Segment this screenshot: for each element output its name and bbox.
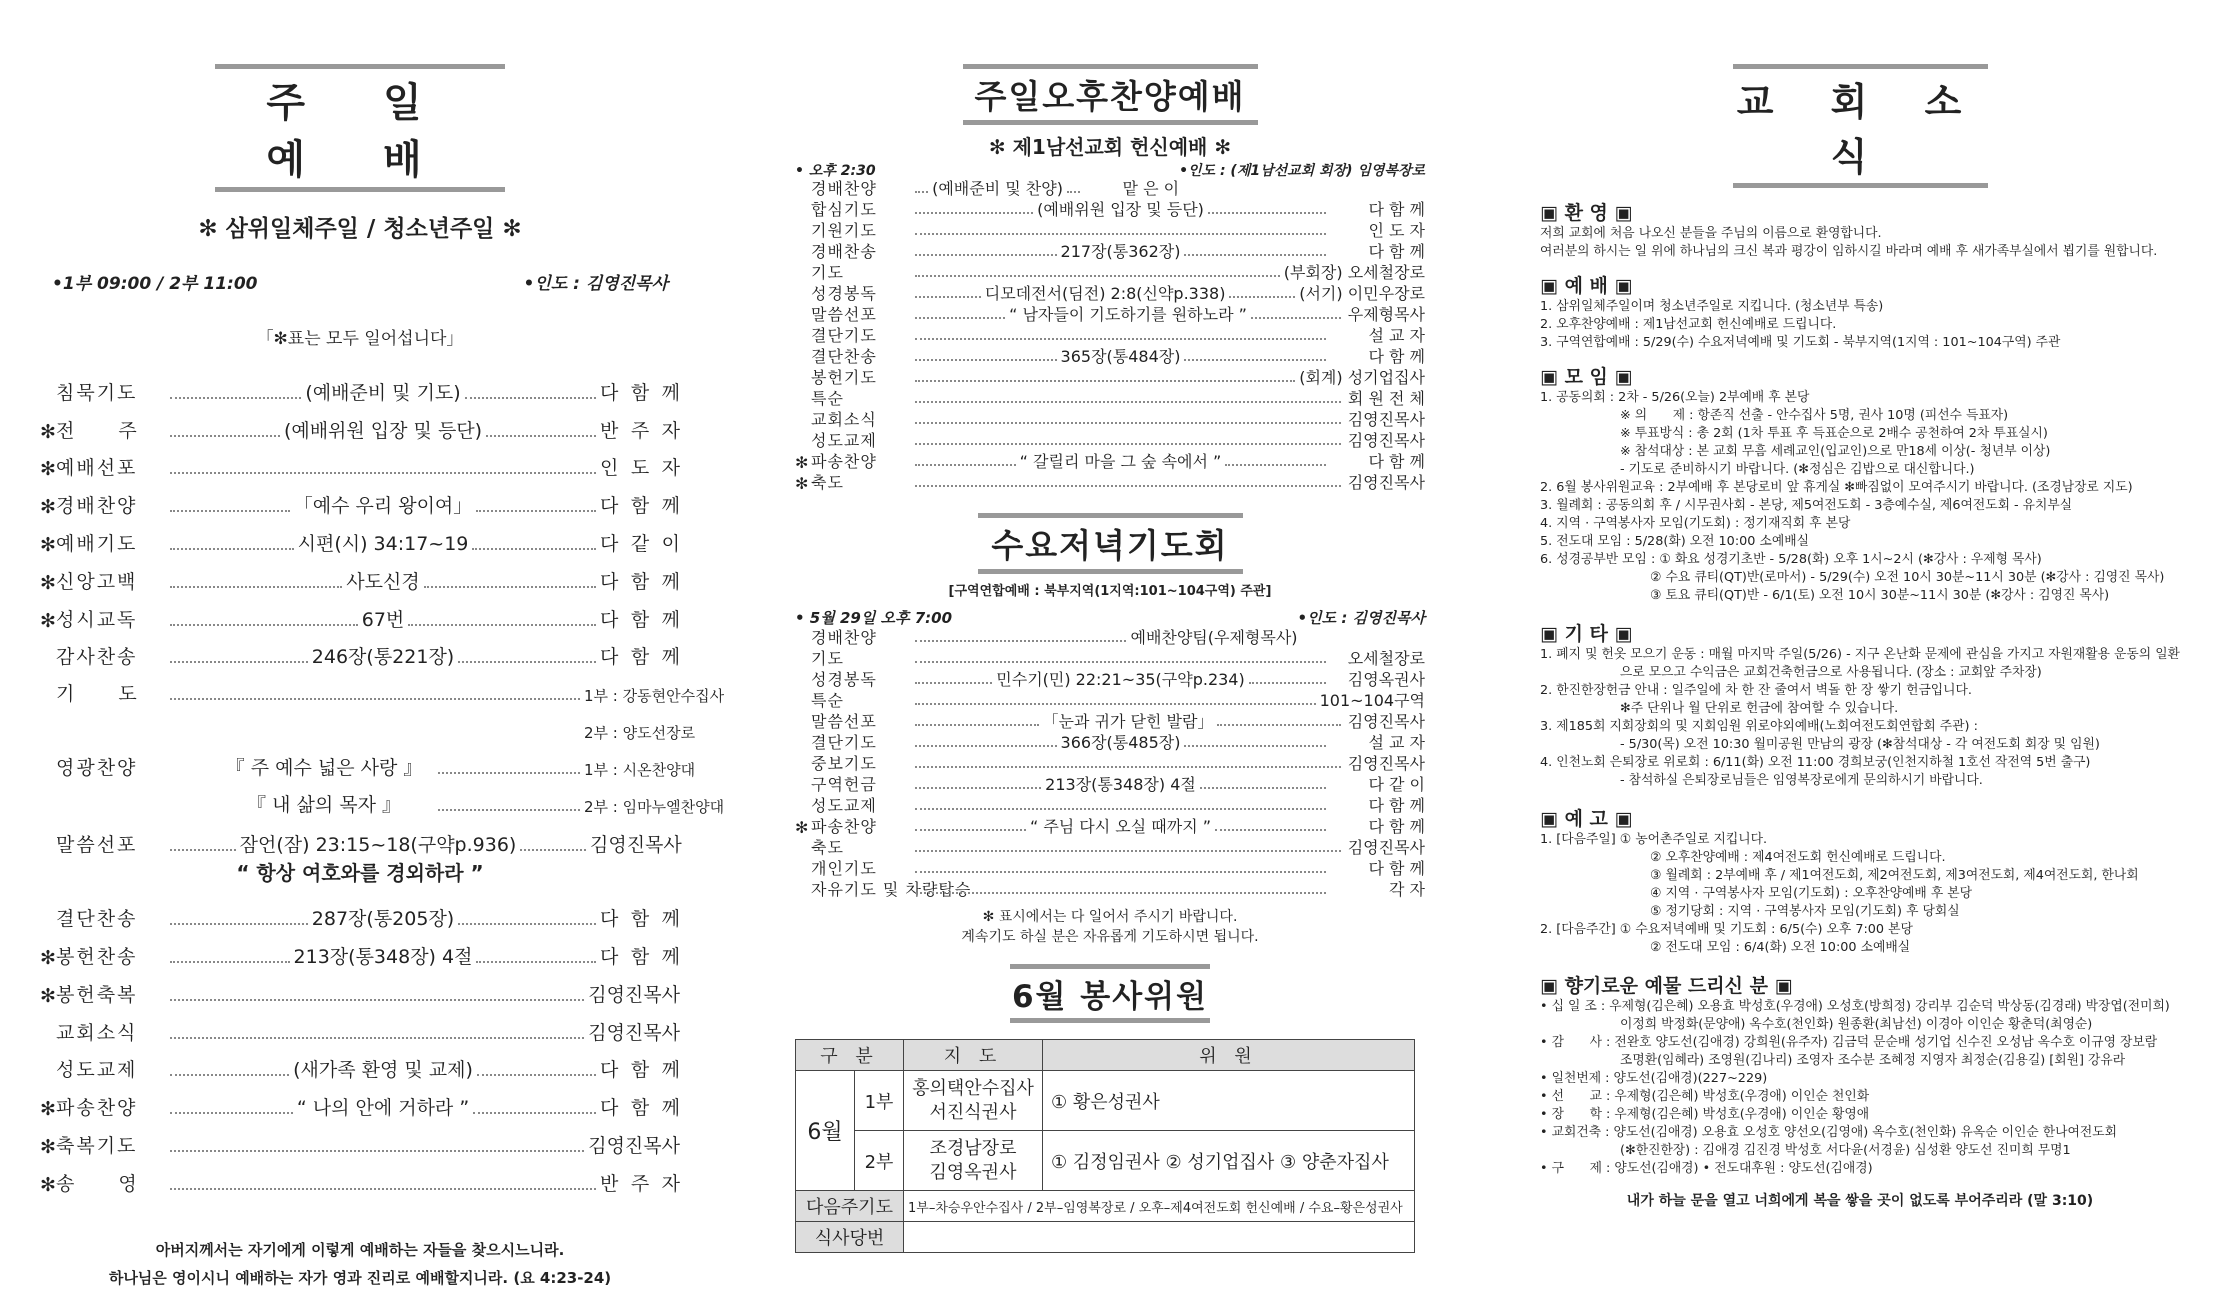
order-label: 감사찬송	[56, 646, 138, 669]
order-label: 경배찬양	[811, 628, 877, 647]
meeting-heading: ▣ 모 임 ▣	[1540, 366, 1633, 388]
order-row	[40, 556, 680, 594]
news-line: 이정희 박정화(문양애) 옥수호(천인화) 원종환(최남선) 이경아 이인순 황춘덕(최영순)	[1620, 1017, 2093, 1032]
wednesday-meta: • 5월 29일 오후 7:00 •인도 : 김영진목사	[795, 609, 1425, 627]
order-person: 우제형목사	[1347, 305, 1426, 324]
prayer-row-2: 2부 : 양도선장로	[584, 724, 696, 743]
order-label: 축도	[811, 838, 844, 857]
afternoon-title: 주일오후찬양예배	[963, 64, 1258, 125]
standing-mark: ✻	[40, 571, 56, 594]
order-label: 성경봉독	[811, 284, 877, 303]
servers-title: 6월 봉사위원	[1010, 964, 1210, 1023]
order-person: 김영진목사	[588, 1134, 680, 1157]
news-line: • 교회건축 : 양도선(김애경) 오용효 오성호 양선오(김영애) 옥수호(천인화) 유옥순 이인순 한나여전도회	[1540, 1125, 2117, 1140]
order-person: 다 함 께	[600, 381, 681, 404]
standing-mark: ✻	[40, 946, 56, 969]
order-row	[795, 648, 1425, 669]
order-label: 기도	[811, 649, 844, 668]
news-line: 1. [다음주일] ① 농어촌주일로 지킵니다.	[1540, 832, 1768, 847]
church-news-title: 교 회 소 식	[1733, 64, 1988, 188]
news-line: • 선 교 : 우제형(김은혜) 박성호(우경애) 이인순 천인화	[1540, 1089, 1870, 1104]
news-line: 2. 한진한장헌금 안내 : 일주일에 차 한 잔 줄여서 벽돌 한 장 쌓기 헌금입니다.	[1540, 683, 1972, 698]
standing-mark: ✻	[795, 818, 809, 837]
order-label: 기도	[811, 263, 844, 282]
order-person: 다 함 께	[1368, 796, 1425, 815]
order-content: 366장(통485장)	[1060, 733, 1181, 752]
standing-mark: ✻	[40, 533, 56, 556]
etc-heading: ▣ 기 타 ▣	[1540, 623, 1633, 645]
news-line: ※ 참석대상 : 본 교회 무흠 세례교인(입교인)으로 만18세 이상(- 청년부 이상)	[1620, 444, 2051, 459]
news-line: 3. 제185회 지회장회의 및 지회임원 위로야외예배(노회여전도회연합회 주관) :	[1540, 719, 1978, 734]
order-row	[40, 594, 680, 632]
order-content: (예배위원 입장 및 등단)	[283, 419, 483, 442]
order-row	[40, 1045, 680, 1083]
order-person: 다 함 께	[600, 945, 680, 968]
order-content: 「예수 우리 왕이여」	[293, 495, 473, 518]
order-content: 213장(통348장) 4절	[293, 945, 473, 968]
order-row	[795, 262, 1425, 283]
order-row	[795, 774, 1425, 795]
gift-heading: ▣ 향기로운 예물 드리신 분 ▣	[1540, 975, 1793, 997]
order-label: 파송찬양	[811, 452, 877, 471]
order-row	[40, 518, 680, 556]
order-person: 다 함 께	[1368, 242, 1425, 261]
news-line: 3. 월례회 : 공동의회 후 / 시무권사회 - 본당, 제5여전도회 - 3층예수실, 제6여전도회 - 유치부실	[1540, 498, 2073, 513]
order-label: 성도교제	[811, 431, 877, 450]
order-person: 회 원 전 체	[1347, 389, 1425, 408]
standing-mark: ✻	[40, 1098, 56, 1121]
order-person: 다 같 이	[1368, 775, 1425, 794]
servers-table: 구 분 지 도 위 원 6월 1부 홍의택안수집사 서진식권사 ① 황은성권사 2부 조경남장로 김영옥권사 ① 김정임권사 ② 성기업집사 ③ 양춘자집사 다음주기도 1부–차승우안수집사 / 2부–임영복장로 / 오후–제4여전도회 헌신예배 / 수요–황은성권사 식사당번	[795, 1039, 1415, 1253]
order-label: 결단찬송	[811, 347, 877, 366]
order-row	[40, 405, 680, 443]
news-line: ② 수요 큐티(QT)반(로마서) - 5/29(수) 오전 10시 30분~11시 30분 (✻강사 : 김영진 목사)	[1650, 570, 2165, 585]
order-row	[795, 451, 1425, 472]
news-line: • 일천번제 : 양도선(김애경)(227~229)	[1540, 1071, 1768, 1086]
wednesday-order-list	[795, 627, 1425, 900]
news-line: ④ 지역 · 구역봉사자 모임(기도회) : 오후찬양예배 후 본당	[1650, 886, 1972, 901]
meeting-text	[1540, 389, 2180, 605]
order-person: 인 도 자	[1368, 221, 1425, 240]
order-content: 217장(통362장)	[1060, 242, 1181, 261]
worship-text	[1540, 298, 2180, 352]
news-verse: 내가 하늘 문을 열고 너희에게 복을 쌓을 곳이 없도록 부어주리라 (말 3:10)	[1626, 1193, 2094, 1209]
service-leader: •인도 : 김영진목사	[523, 274, 668, 294]
standing-mark: ✻	[40, 1135, 56, 1158]
order-label: 특순	[811, 691, 844, 710]
news-line: ③ 토요 큐티(QT)반 - 6/1(토) 오전 10시 30분~11시 30분 (✻강사 : 김영진 목사)	[1650, 588, 2110, 603]
order-row	[795, 409, 1425, 430]
order-person: 다 함 께	[1368, 817, 1425, 836]
order-row	[795, 837, 1425, 858]
order-person: 다 함 께	[1368, 859, 1425, 878]
order-label: 축도	[811, 473, 844, 492]
order-list	[40, 367, 680, 669]
order-content: 365장(통484장)	[1060, 347, 1181, 366]
news-line: 1. 삼위일체주일이며 청소년주일로 지킵니다. (청소년부 특송)	[1540, 299, 1884, 314]
wednesday-title: 수요저녁기도회	[978, 513, 1243, 574]
sunday-worship-title: 주 일 예 배	[215, 64, 505, 192]
order-row	[795, 816, 1425, 837]
order-label: 중보기도	[811, 754, 877, 773]
order-row	[795, 795, 1425, 816]
order-row	[795, 367, 1425, 388]
order-row	[795, 430, 1425, 451]
order-person: 다 함 께	[600, 646, 681, 669]
news-line: ✻주 단위나 월 단위로 헌금에 참여할 수 있습니다.	[1620, 701, 1899, 716]
news-line: 조명환(임혜라) 조영원(김나리) 조영자 조수분 조혜정 지영자 최정순(김용길) [회원] 강유라	[1620, 1053, 2126, 1068]
order-content: (예배위원 입장 및 등단)	[1037, 200, 1204, 219]
order-label: 말씀선포	[811, 305, 877, 324]
order-person: 김영진목사	[1347, 838, 1425, 857]
order-content: 디모데전서(딤전) 2:8(신약p.338)	[984, 284, 1226, 303]
order-label: 결단기도	[811, 326, 877, 345]
order-row	[795, 283, 1425, 304]
order-person: 김영옥권사	[1347, 670, 1426, 689]
order-row	[795, 669, 1425, 690]
order-person: (회계) 성기업집사	[1299, 368, 1425, 387]
order-person: 다 함 께	[600, 908, 681, 931]
order-person: 각 자	[1389, 880, 1425, 899]
order-content: “ 갈릴리 마을 그 숲 속에서 ”	[1019, 452, 1222, 471]
news-line: • 감 사 : 전완호 양도선(김애경) 강희원(유주자) 김금덕 문순배 성기업 신수진 오성남 옥수호 이규영 장보람	[1540, 1035, 2158, 1050]
order-person: 설 교 자	[1368, 326, 1425, 345]
order-person: 김영진목사	[1347, 712, 1425, 731]
standing-mark: ✻	[40, 420, 56, 443]
order-content: 사도신경	[346, 570, 420, 593]
order-row	[795, 304, 1425, 325]
standing-mark: ✻	[40, 458, 56, 481]
sermon-title: “ 항상 여호와를 경외하라 ”	[236, 861, 484, 886]
order-content: 민수기(민) 22:21~35(구약p.234)	[996, 670, 1245, 689]
news-line: 1. 폐지 및 헌옷 모으기 운동 : 매월 마지막 주일(5/26) - 지구 온난화 문제에 관심을 가지고 자원재활용 운동의 일환	[1540, 647, 2180, 662]
order-row	[40, 367, 680, 405]
order-content: “ 남자들이 기도하기를 원하노라 ”	[1009, 305, 1247, 324]
order-label: 경배찬양	[811, 179, 877, 198]
order-row	[795, 627, 1298, 648]
order-person: (서기) 이민우장로	[1299, 284, 1425, 303]
news-line: 5. 전도대 모임 : 5/28(화) 오전 10:00 소예배실	[1540, 534, 1809, 549]
order-label: 봉헌찬송	[56, 945, 138, 968]
order-person: 다 함 께	[1368, 200, 1426, 219]
welcome-heading: ▣ 환 영 ▣	[1540, 202, 1633, 224]
order-label: 신앙고백	[56, 570, 138, 593]
order-person: 김영진목사	[1347, 754, 1425, 773]
order-label: 합심기도	[811, 200, 877, 219]
order-row	[40, 931, 680, 969]
order-row	[40, 1120, 680, 1158]
order-row	[795, 325, 1425, 346]
news-line: 3. 구역연합예배 : 5/29(수) 수요저녁예배 및 기도회 - 북부지역(1지역 : 101~104구역) 주관	[1540, 335, 2061, 350]
worship-heading: ▣ 예 배 ▣	[1540, 275, 1633, 297]
order-person: 101~104구역	[1319, 691, 1425, 710]
news-line: - 참석하실 은퇴장로님들은 임영복장로에게 문의하시기 바랍니다.	[1620, 773, 1983, 788]
afternoon-order-list	[795, 178, 1425, 493]
order-label: 교회소식	[56, 1021, 138, 1044]
order-label: 결단기도	[811, 733, 877, 752]
news-line: ③ 월례회 : 2부예배 후 / 제1여전도회, 제2여전도회, 제3여전도회, 제4여전도회, 한나회	[1650, 868, 2139, 883]
standing-mark: ✻	[40, 984, 56, 1007]
order-row	[40, 480, 680, 518]
order-label: 전 주	[56, 419, 139, 442]
order-label: 교회소식	[811, 410, 877, 429]
order-label: 자유기도 및 차량탑승	[811, 880, 972, 899]
news-line: 저희 교회에 처음 나오신 분들을 주님의 이름으로 환영합니다.	[1540, 226, 1882, 241]
order-label: 기원기도	[811, 221, 877, 240]
order-person: 오세철장로	[1347, 649, 1425, 668]
order-row	[795, 690, 1425, 711]
order-content: 213장(통348장) 4절	[1045, 775, 1196, 794]
prayer-row: 기 도 1부 : 강동현안수집사	[56, 683, 725, 706]
news-line: ⑤ 정기당회 : 지역 · 구역봉사자 모임(기도회) 후 당회실	[1650, 904, 1960, 919]
welcome-text	[1540, 225, 2180, 261]
glory-row: 영광찬양 『 주 예수 넓은 사랑 』 1부 : 시온찬양대	[56, 757, 696, 780]
order-person: 다 함 께	[600, 570, 681, 593]
order-label: 구역헌금	[811, 775, 877, 794]
order-label: 파송찬양	[56, 1097, 138, 1120]
order-content: 시편(시) 34:17~19	[297, 532, 469, 555]
church-news-column	[1540, 0, 2180, 1240]
order-row	[40, 1007, 680, 1045]
order-content: (예배준비 및 찬양)	[932, 179, 1063, 198]
order-label: 성도교제	[56, 1059, 138, 1082]
order-person: 김영진목사	[588, 1021, 680, 1044]
order-person: 반 주 자	[600, 1172, 680, 1195]
order-person: 인 도 자	[600, 457, 680, 480]
standing-mark: ✻	[40, 496, 56, 519]
order-label: 예배선포	[56, 457, 138, 480]
news-line: ② 오후찬양예배 : 제4여전도회 헌신예배로 드립니다.	[1650, 850, 1946, 865]
order-content: 67번	[361, 608, 405, 631]
order-row	[40, 632, 680, 670]
order-row	[795, 753, 1425, 774]
order-person: 김영진목사	[1347, 410, 1425, 429]
order-row	[40, 1158, 680, 1196]
afternoon-meta: • 오후 2:30 •인도 : (제1남선교회 회장) 임영복장로	[795, 163, 1425, 179]
news-line: • 장 학 : 우제형(김은혜) 박성호(우경애) 이인순 황영애	[1540, 1107, 1870, 1122]
order-row	[40, 443, 680, 481]
news-line: 여러분의 하시는 일 위에 하나님의 크신 복과 평강이 임하시길 바라며 예배 후 새가족부실에서 뵙기를 원합니다.	[1540, 244, 2158, 259]
standing-mark: ✻	[40, 609, 56, 632]
standing-mark: ✻	[40, 1173, 56, 1196]
order-person: 예배찬양팀(우제형목사)	[1130, 628, 1298, 647]
order-person: 반 주 자	[600, 419, 681, 442]
news-line: 으로 모으고 수익금은 교회건축헌금으로 사용됩니다. (장소 : 교회앞 주차장)	[1620, 665, 2042, 680]
news-line: 2. 오후찬양예배 : 제1남선교회 헌신예배로 드립니다.	[1540, 317, 1837, 332]
wednesday-note: ✻ 표시에서는 다 일어서 주시기 바랍니다. 계속기도 하실 분은 자유롭게 기도하시면 됩니다.	[961, 909, 1259, 945]
order-content: 「눈과 귀가 닫힌 발람」	[1042, 712, 1214, 731]
order-person: 다 함 께	[600, 1097, 681, 1120]
order-person: 다 함 께	[600, 608, 680, 631]
order-person: 김영진목사	[588, 983, 680, 1006]
order-person: 김영진목사	[1347, 473, 1425, 492]
order-content: “ 나의 안에 거하라 ”	[296, 1097, 470, 1120]
standing-mark: ✻	[795, 474, 809, 493]
order-person: 다 함 께	[1368, 347, 1425, 366]
order-row	[795, 732, 1425, 753]
order-label: 봉헌축복	[56, 983, 138, 1006]
news-line: (✻한진한장) : 김애경 김진경 박성호 서다윤(서경윤) 심성환 양도선 진미희 무명1	[1620, 1143, 2071, 1158]
news-line: • 구 제 : 양도선(김애경) • 전도대후원 : 양도선(김애경)	[1540, 1161, 1873, 1176]
order-label: 축복기도	[56, 1134, 138, 1157]
order-content: “ 주님 다시 오실 때까지 ”	[1029, 817, 1212, 836]
order-row	[795, 346, 1425, 367]
gift-text	[1540, 998, 2180, 1178]
order-person: 김영진목사	[1347, 431, 1425, 450]
sermon-row: 말씀선포 잠언(잠) 23:15~18(구약p.936) 김영진목사	[56, 834, 682, 857]
order-row	[795, 388, 1425, 409]
news-line: - 5/30(목) 오전 10:30 월미공원 만남의 광장 (✻참석대상 - 각 여전도회 회장 및 임원)	[1620, 737, 2100, 752]
order-row	[795, 241, 1425, 262]
order-row	[795, 858, 1425, 879]
order-person: 다 같 이	[600, 532, 680, 555]
order-content: 246장(통221장)	[311, 646, 455, 669]
order-label: 성시교독	[56, 608, 138, 631]
order-row	[795, 879, 1425, 900]
service-time: •1부 09:00 / 2부 11:00	[52, 274, 258, 294]
closing-verse: 아버지께서는 자기에게 이렇게 예배하는 자들을 찾으시느니라. 하나님은 영이시니 예배하는 자가 영과 진리로 예배할지니라. (요 4:23-24)	[108, 1240, 612, 1287]
news-line: 4. 인천노회 은퇴장로 위로회 : 6/11(화) 오전 11:00 경희보궁(인천지하철 1호선 작전역 5번 출구)	[1540, 755, 2091, 770]
sunday-worship-meta	[40, 269, 680, 294]
order-person: 설 교 자	[1368, 733, 1425, 752]
wednesday-subtitle: [구역연합예배 : 북부지역(1지역:101~104구역) 주관]	[948, 584, 1272, 599]
news-line: • 십 일 조 : 우제형(김은혜) 오용효 박성호(우경애) 오성호(방희정) 강리부 김순덕 박상동(김경래) 박장엽(전미희)	[1540, 999, 2170, 1014]
order-row	[40, 893, 680, 931]
order-person: (부회장) 오세철장로	[1283, 263, 1425, 282]
etc-text	[1540, 646, 2180, 790]
afternoon-subtitle: ✻ 제1남선교회 헌신예배 ✻	[988, 135, 1232, 159]
order-row	[795, 711, 1425, 732]
order-person: 다 함 께	[1368, 452, 1425, 471]
standing-mark: ✻	[795, 453, 809, 472]
news-line: 4. 지역 · 구역봉사자 모임(기도회) : 정기재직회 후 본당	[1540, 516, 1851, 531]
order-content: 287장(통205장)	[311, 908, 455, 931]
order-person: 다 함 께	[600, 1059, 680, 1082]
news-line: ② 전도대 모임 : 6/4(화) 오전 10:00 소예배실	[1650, 940, 1911, 955]
order-label: 경배찬송	[811, 242, 877, 261]
order-label: 경배찬양	[56, 495, 138, 518]
order-label: 송 영	[56, 1172, 139, 1195]
order-label: 결단찬송	[56, 908, 138, 931]
news-line: 1. 공동의회 : 2차 - 5/26(오늘) 2부예배 후 본당	[1540, 390, 1810, 405]
order-label: 특순	[811, 389, 844, 408]
sunday-worship-subtitle: ✻ 삼위일체주일 / 청소년주일 ✻	[198, 216, 522, 242]
order-label: 예배기도	[56, 532, 138, 555]
news-line: 2. [다음주간] ① 수요저녁예배 및 기도회 : 6/5(수) 오후 7:00 본당	[1540, 922, 1913, 937]
news-line: 2. 6월 봉사위원교육 : 2부예배 후 본당로비 앞 휴게실 ✻빠짐없이 모여주시기 바랍니다. (조경남장로 지도)	[1540, 480, 2133, 495]
notice-heading: ▣ 예 고 ▣	[1540, 808, 1633, 830]
order-content: (예배준비 및 기도)	[305, 381, 461, 404]
afternoon-column	[795, 0, 1426, 1249]
order-label: 개인기도	[811, 859, 877, 878]
order-row	[795, 199, 1425, 220]
order-label: 성도교제	[811, 796, 877, 815]
notice-text	[1540, 831, 2180, 957]
order-label: 성경봉독	[811, 670, 877, 689]
order-label: 말씀선포	[811, 712, 877, 731]
order-label: 침묵기도	[56, 381, 138, 404]
order-row	[40, 969, 680, 1007]
order-label: 봉헌기도	[811, 368, 877, 387]
news-line: 6. 성경공부반 모임 : ① 화요 성경기초반 - 5/28(화) 오후 1시~2시 (✻강사 : 우제형 목사)	[1540, 552, 2042, 567]
order-person: 다 함 께	[600, 495, 680, 518]
order-row	[40, 1082, 680, 1120]
news-line: - 기도로 준비하시기 바랍니다. (✻정심은 김밥으로 대신합니다.)	[1620, 462, 1975, 477]
order-row	[795, 178, 1179, 199]
order-list-2	[40, 893, 680, 1195]
order-row	[795, 220, 1425, 241]
sunday-worship-column	[40, 0, 725, 1287]
glory-row-2: 『 내 삶의 목자 』 2부 : 임마누엘찬양대	[247, 794, 725, 817]
news-line: ※ 의 제 : 항존직 선출 - 안수집사 5명, 권사 10명 (피선수 득표자)	[1620, 408, 2009, 423]
order-person: 맡 은 이	[1122, 179, 1180, 198]
order-row	[795, 472, 1425, 493]
order-label: 파송찬양	[811, 817, 877, 836]
standing-notice: 「✻표는 모두 일어섭니다」	[256, 329, 464, 349]
order-content: (새가족 환영 및 교제)	[293, 1059, 473, 1082]
news-line: ※ 투표방식 : 총 2회 (1차 투표 후 득표순으로 2배수 공천하여 2차 투표실시)	[1620, 426, 2048, 441]
